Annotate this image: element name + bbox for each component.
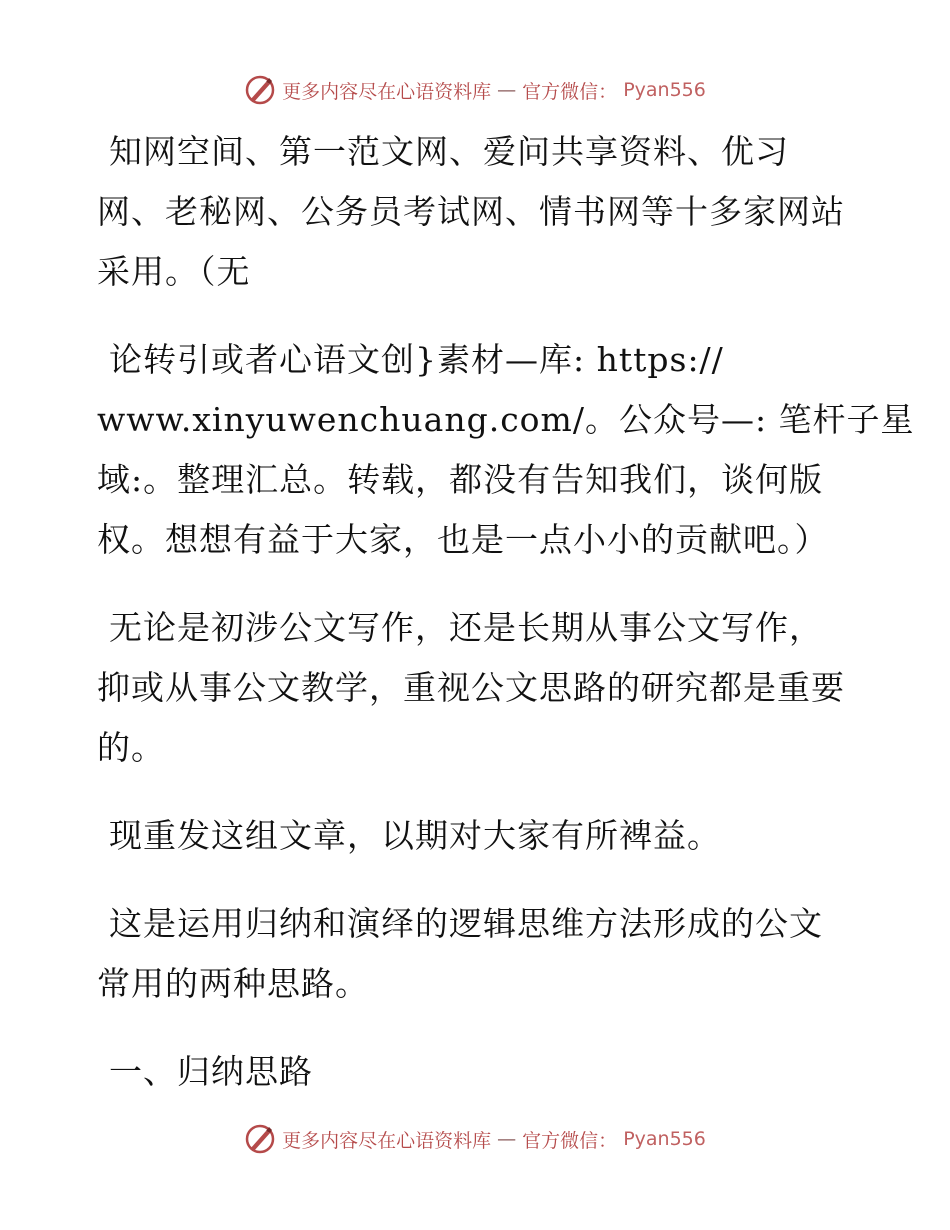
pen-logo-icon [244, 1123, 276, 1155]
footer-dash: — [497, 1128, 517, 1150]
text-line: 采用。（无 [97, 252, 251, 291]
header-main-text: 更多内容尽在心语资料库 [282, 80, 492, 103]
footer-wechat-id: Pyan556 [623, 1128, 706, 1150]
text-line: 权。想想有益于大家，也是一点小小的贡献吧。） [97, 520, 829, 559]
text-line: 的。 [97, 728, 165, 767]
paragraph-4 [97, 806, 857, 866]
text-line: 无论是初涉公文写作，还是长期从事公文写作， [109, 608, 823, 647]
section-heading-text: 一、归纳思路 [109, 1052, 313, 1091]
text-line: 常用的两种思路。 [97, 964, 369, 1003]
pen-logo-icon [244, 74, 276, 106]
paragraph-2 [97, 330, 915, 570]
text-line: 网、老秘网、公务员考试网、情书网等十多家网站 [97, 192, 845, 231]
paragraph-3 [97, 598, 857, 778]
footer-banner [0, 1123, 950, 1155]
text-line: 域:。整理汇总。转载，都没有告知我们，谈何版 [97, 460, 824, 499]
section-heading [97, 1042, 857, 1102]
text-line: 论转引或者心语文创}素材—库: https:// [109, 340, 724, 379]
footer-wechat-label: 官方微信： [522, 1129, 618, 1152]
text-line: 这是运用归纳和演绎的逻辑思维方法形成的公文 [109, 904, 823, 943]
text-line: 现重发这组文章，以期对大家有所裨益。 [109, 816, 721, 855]
paragraph-1 [97, 122, 857, 302]
header-banner [0, 74, 950, 106]
header-wechat-label: 官方微信： [522, 80, 618, 103]
footer-main-text: 更多内容尽在心语资料库 [282, 1129, 492, 1152]
paragraph-5 [97, 894, 857, 1014]
header-dash: — [497, 79, 517, 101]
document-body [97, 122, 915, 1130]
text-line: 抑或从事公文教学，重视公文思路的研究都是重要 [97, 668, 845, 707]
text-line: 知网空间、第一范文网、爱问共享资料、优习 [109, 132, 789, 171]
header-wechat-id: Pyan556 [623, 79, 706, 101]
text-line: www.xinyuwenchuang.com/。公众号—: 笔杆子星 [97, 400, 915, 439]
